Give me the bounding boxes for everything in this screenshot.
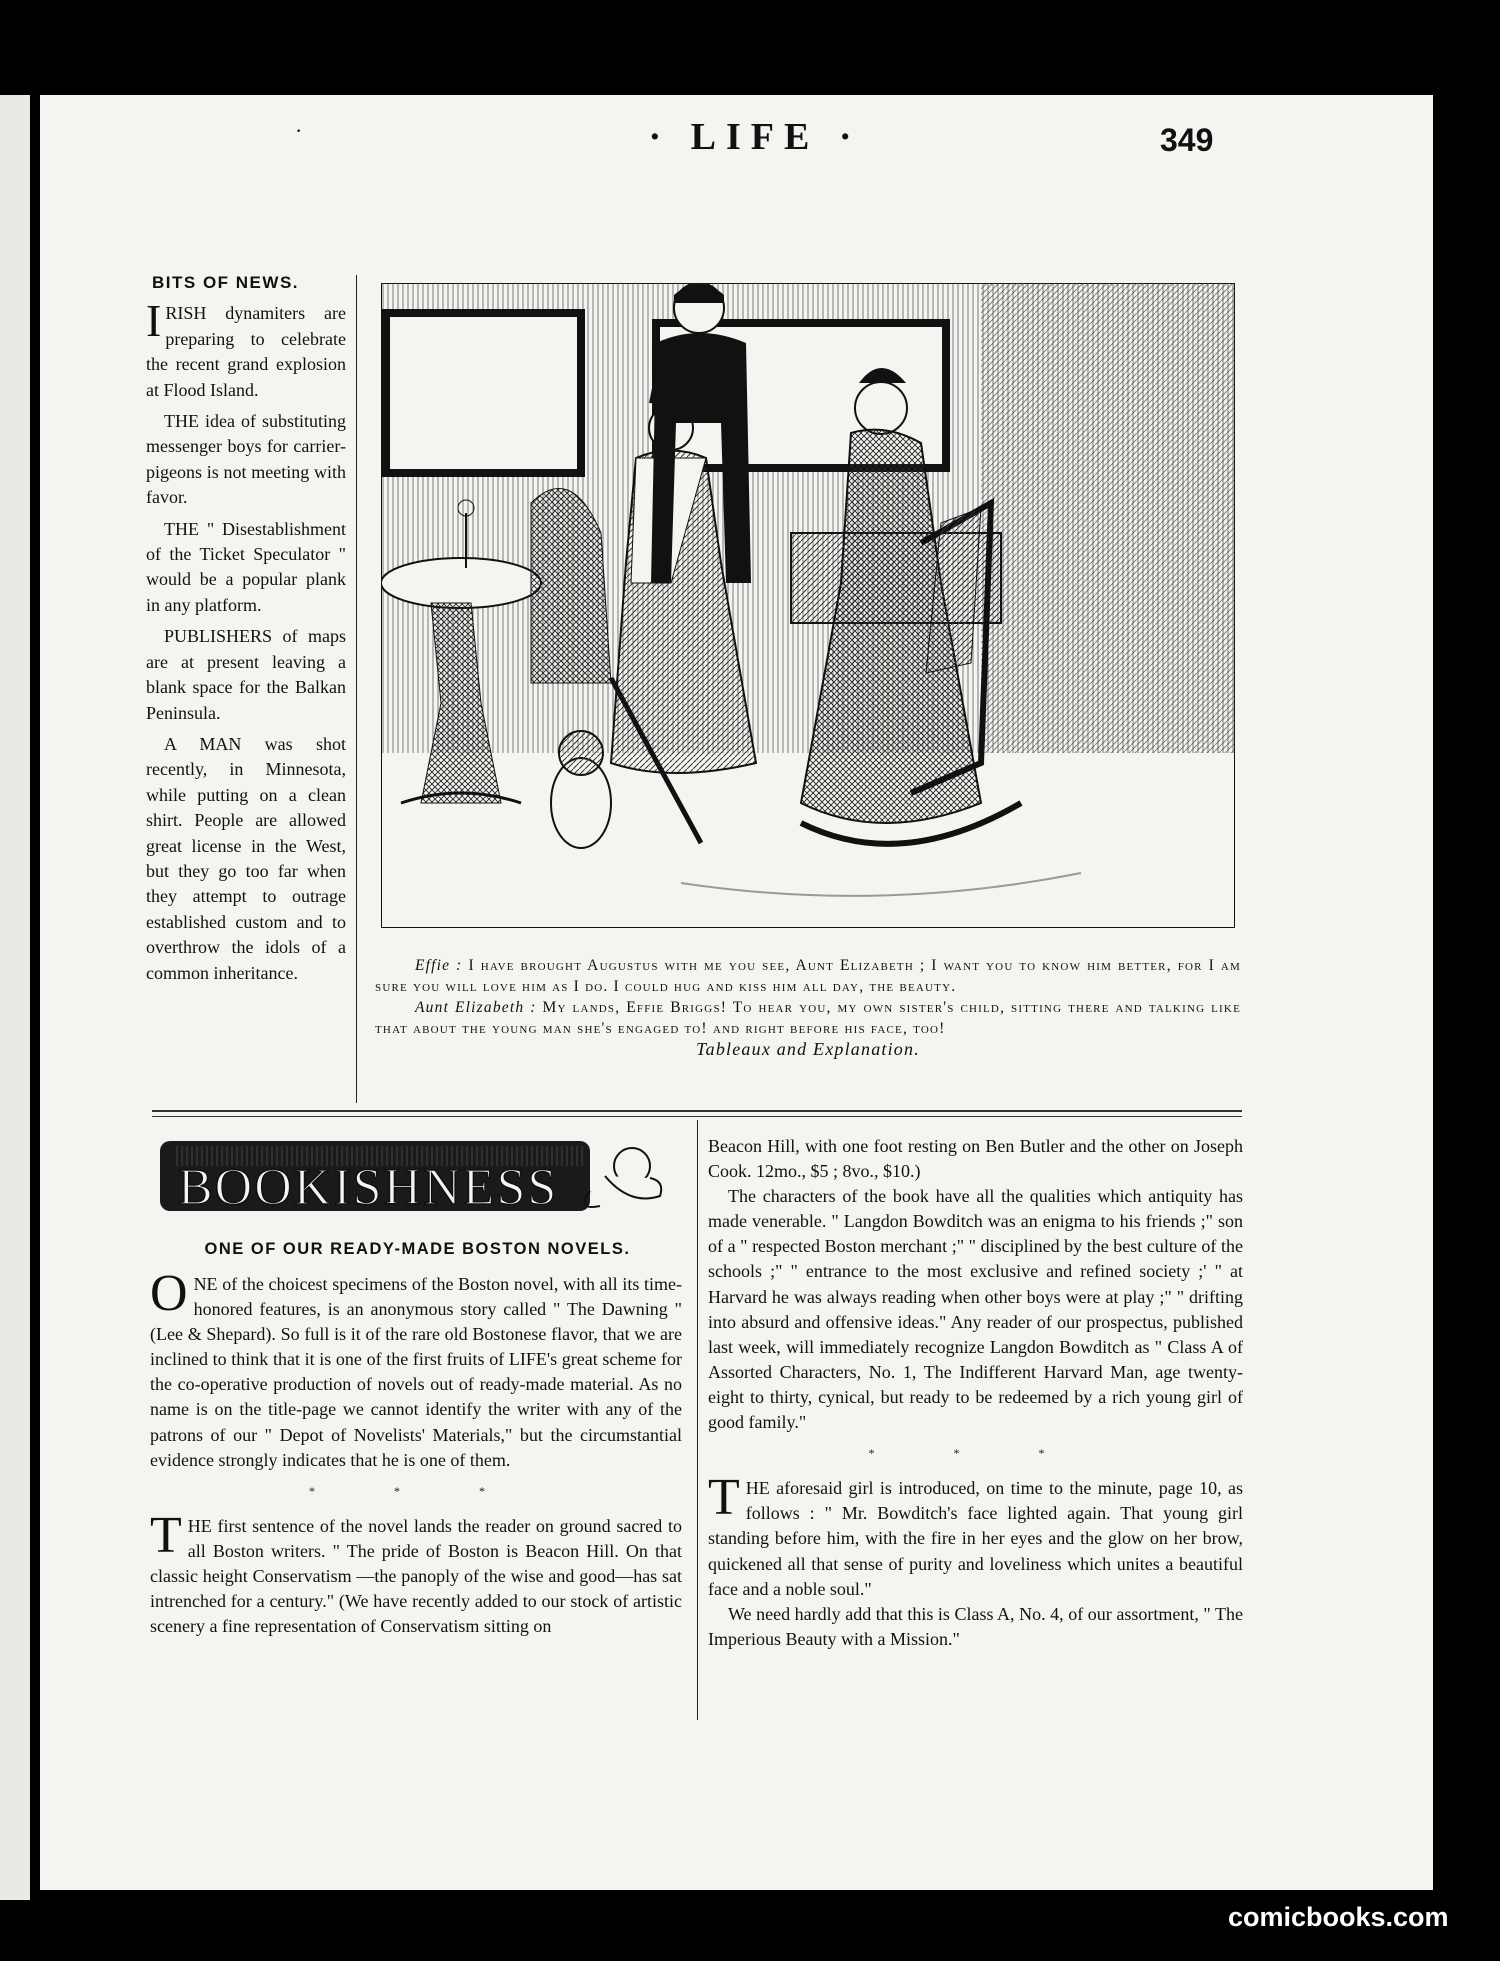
article-paragraph: We need hardly add that this is Class A, No. 4, of our assortment, " The Imperious Beauty with a Mission." [708, 1603, 1243, 1649]
news-heading: BITS OF NEWS. [152, 273, 299, 292]
news-item: A MAN was shot recently, in Minnesota, while putting on a clean shirt. People are allowed great license in the West, but they go too far when they attempt to outrage established custom and to overthrow the idols of a common inheritance. [146, 733, 346, 983]
column-rule [697, 1120, 698, 1720]
parlor-illustration [381, 283, 1235, 928]
speaker-name: Effie : [415, 957, 463, 974]
article-paragraph: THE first sentence of the novel lands the reader on ground sacred to all Boston writers. " The pride of Boston is Beacon Hill. On that classic height Conservatism —the panoply of the wise and good—has sat intrenched for a century." (We have recently added to our stock of artistic scenery a fine representation of Conservatism sitting on [150, 1506, 682, 1637]
masthead-title: · LIFE · [648, 116, 862, 158]
page-mark: · [295, 118, 303, 143]
page-number: 349 [1160, 122, 1214, 158]
article-subheading: ONE OF OUR READY-MADE BOSTON NOVELS. [204, 1240, 631, 1258]
drop-cap: T [708, 1469, 740, 1527]
article-column-right [708, 1134, 1243, 1652]
article-paragraph: THE aforesaid girl is introduced, on time to the minute, page 10, as follows : " Mr. Bowditch's face lighted again. That young girl standing before him, with the fire in her eyes and the glow on her brow, quickened all that sense of purity and loveliness which unites a beautiful face and a noble soul." [708, 1469, 1243, 1599]
watermark: comicbooks.com [1228, 1902, 1449, 1932]
drop-cap: O [150, 1265, 188, 1322]
news-item: THE idea of substituting messenger boys for carrier-pigeons is not meeting with favor. [146, 411, 346, 508]
drop-cap: I [146, 295, 162, 347]
previous-page-edge [0, 95, 30, 1900]
news-item: PUBLISHERS of maps are at present leaving a blank space for the Balkan Peninsula. [146, 626, 346, 723]
caption-title: Tableaux and Explanation. [696, 1039, 920, 1059]
section-rule [152, 1116, 1242, 1117]
news-item: THE " Disestablishment of the Ticket Speculator " would be a popular plank in any platform. [146, 518, 346, 615]
news-item: IRISH dynamiters are preparing to celebrate the recent grand explosion at Flood Island. [146, 295, 346, 400]
column-rule [356, 275, 357, 1103]
speaker-name: Aunt Elizabeth : [415, 999, 537, 1016]
article-column-left [150, 1265, 682, 1639]
section-stars: * * * [309, 1483, 523, 1498]
caption-line: Aunt Elizabeth : My lands, Effie Briggs! To hear you, my own sister's child, sitting there and talking like that about the young man she's engaged to! and right before his face, too! [375, 999, 1241, 1037]
article-paragraph: Beacon Hill, with one foot resting on Ben Butler and the other on Joseph Cook. 12mo., $5 ; 8vo., $10.) [708, 1136, 1243, 1182]
article-paragraph: The characters of the book have all the qualities which antiquity has made venerable. " Langdon Bowditch was an enigma to his friends ;" son of a " respected Boston merchant ;" " disciplined by the best culture of the schools ;" " entrance to the most exclusive and refined society ;' " at Harvard he was always reading when other boys were at play ;" " drifting into absurd and offensive ideas." Any reader of our prospectus, published last week, will immediately recognize Langdon Bowditch as " Class A of Assorted Characters, No. 1, The Indifferent Harvard Man, age twenty-eight to thirty, cynical, but ready to be redeemed by a rich young girl of good family." [708, 1186, 1243, 1433]
section-rule [152, 1110, 1242, 1112]
section-stars: * * * [868, 1446, 1083, 1461]
banner-title: BOOKISHNESS [178, 1159, 559, 1216]
news-column [146, 270, 346, 992]
article-paragraph: ONE of the choicest specimens of the Boston novel, with all its time-honored features, is an anonymous story called " The Dawning " (Lee & Shepard). So full is it of the rare old Bostonese flavor, that we are inclined to think that it is one of the first fruits of LIFE's great scheme for the co-operative production of novels out of ready-made material. As no name is on the title-page we cannot identify the writer with any of the patrons of our " Depot of Novelists' Materials," but the circumstantial evidence strongly indicates that he is one of them. [150, 1265, 682, 1470]
illustration-caption [375, 955, 1241, 1060]
drop-cap: T [150, 1506, 182, 1564]
caption-line: Effie : I have brought Augustus with me you see, Aunt Elizabeth ; I want you to know him better, for I am sure you will love him as I do. I could hug and kiss him all day, the beauty. [375, 957, 1241, 995]
bookishness-banner [160, 1136, 670, 1216]
